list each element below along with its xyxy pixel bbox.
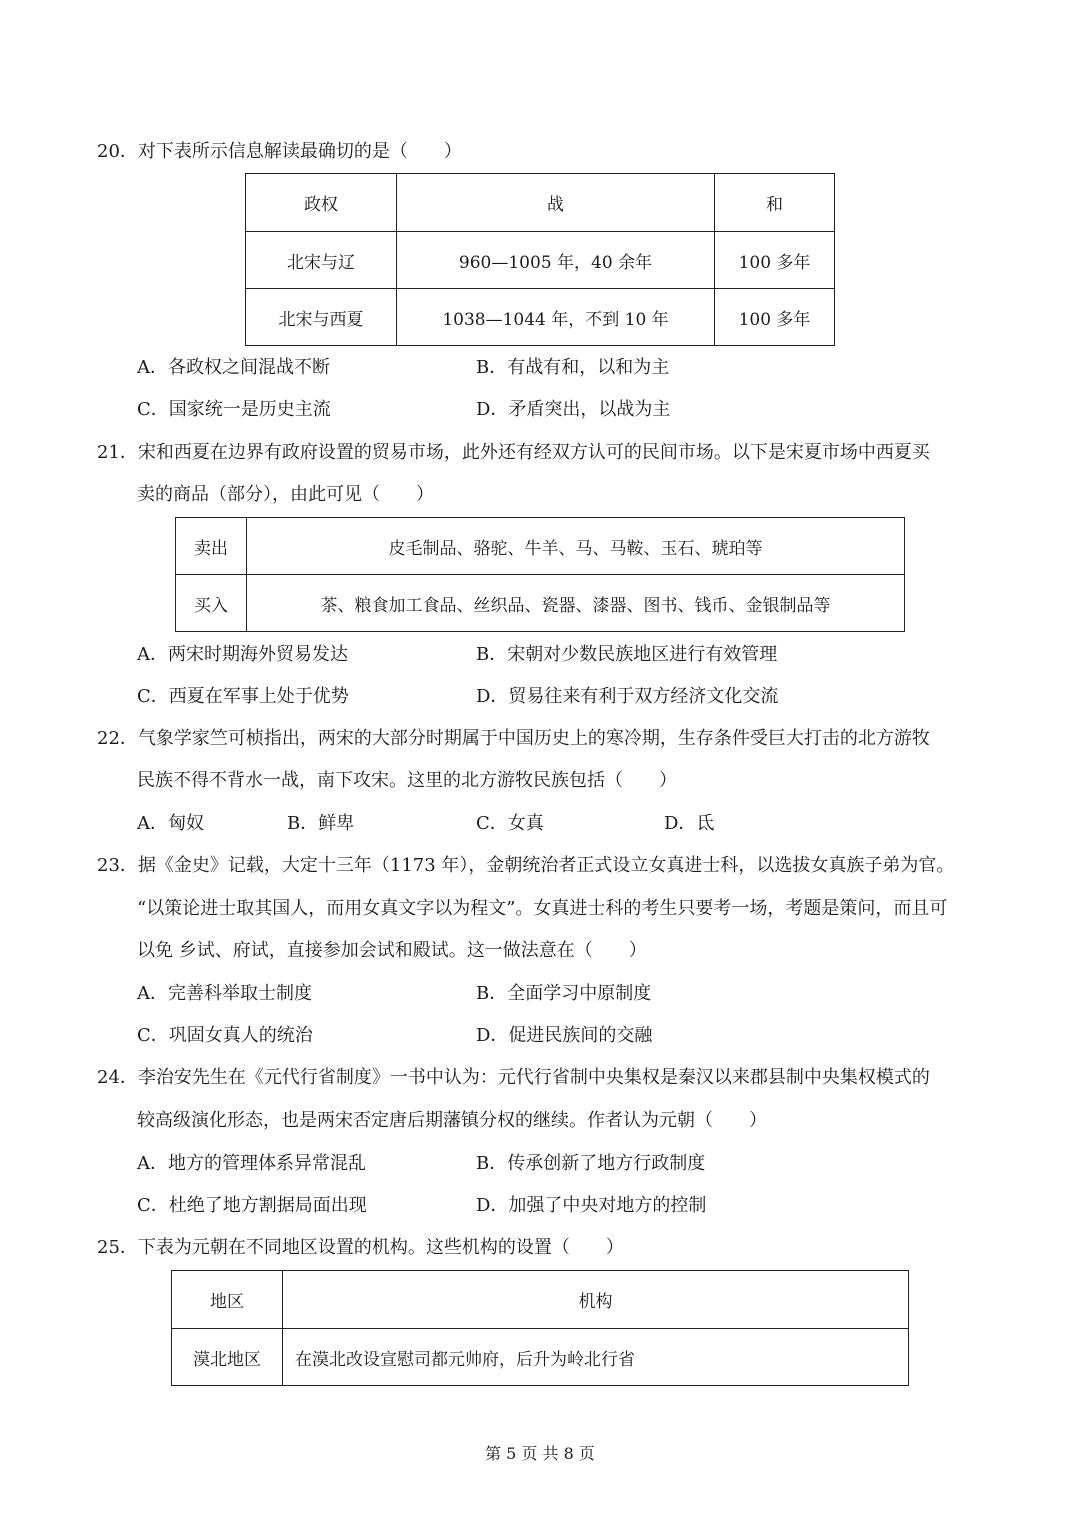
table-cell: 1038—1044 年，不到 10 年 [397,289,715,346]
q21-table [175,517,905,632]
q20-option-a: A．各政权之间混战不断 [137,357,330,378]
table-header: 战 [397,174,715,232]
q23-stem-line1: 23．据《金史》记载，大定十三年（1173 年），金朝统治者正式设立女真进士科，以选拔女真族子弟为官。 [97,855,955,876]
q24-stem-line2: 较高级演化形态，也是两宋否定唐后期藩镇分权的继续。作者认为元朝（ ） [137,1110,767,1131]
table-row [246,289,835,346]
table-header: 地区 [172,1271,283,1329]
q22-option-a: A．匈奴 [137,813,204,834]
table-header: 和 [715,174,835,232]
q20-option-c: C．国家统一是历史主流 [137,399,331,420]
table-cell: 茶、粮食加工食品、丝织品、瓷器、漆器、图书、钱币、金银制品等 [247,575,905,632]
table-row [246,174,835,232]
q23-option-a: A．完善科举取士制度 [137,983,312,1004]
q21-stem-line2: 卖的商品（部分），由此可见（ ） [137,484,434,505]
q21-option-c: C．西夏在军事上处于优势 [137,686,349,707]
table-row [246,232,835,289]
q24-stem-line1: 24．李治安先生在《元代行省制度》一书中认为：元代行省制中央集权是秦汉以来郡县制中央集权模式的 [97,1067,930,1088]
q24-option-b: B．传承创新了地方行政制度 [476,1153,706,1174]
table-cell: 在漠北改设宣慰司都元帅府，后升为岭北行省 [283,1329,909,1386]
q20-table [245,173,835,346]
q22-stem-line1: 22．气象学家竺可桢指出，两宋的大部分时期属于中国历史上的寒冷期，生存条件受巨大打击的北方游牧 [97,728,930,749]
table-cell: 买入 [176,575,247,632]
q25-stem: 25．下表为元朝在不同地区设置的机构。这些机构的设置（ ） [97,1237,624,1258]
q24-option-d: D．加强了中央对地方的控制 [476,1195,707,1216]
q23-stem-line2: “以策论进士取其国人，而用女真文字以为程文”。女真进士科的考生只要考一场，考题是策问，而且可 [137,898,948,919]
table-cell: 100 多年 [715,232,835,289]
q21-option-a: A．两宋时期海外贸易发达 [137,644,348,665]
table-row [176,518,905,575]
table-header: 机构 [283,1271,909,1329]
table-header: 政权 [246,174,397,232]
table-cell: 北宋与西夏 [246,289,397,346]
page-footer: 第 5 页 共 8 页 [485,1444,595,1463]
q22-stem-line2: 民族不得不背水一战，南下攻宋。这里的北方游牧民族包括（ ） [137,770,677,791]
q23-stem-line3: 以免 乡试、府试，直接参加会试和殿试。这一做法意在（ ） [137,940,647,961]
q23-option-d: D．促进民族间的交融 [476,1025,653,1046]
q21-option-b: B．宋朝对少数民族地区进行有效管理 [476,644,778,665]
q23-option-c: C．巩固女真人的统治 [137,1025,313,1046]
table-row [172,1271,909,1329]
table-cell: 100 多年 [715,289,835,346]
table-row [176,575,905,632]
table-cell: 960—1005 年，40 余年 [397,232,715,289]
q22-option-b: B．鲜卑 [287,813,355,834]
table-cell: 北宋与辽 [246,232,397,289]
table-cell: 卖出 [176,518,247,575]
table-cell: 皮毛制品、骆驼、牛羊、马、马鞍、玉石、琥珀等 [247,518,905,575]
q22-option-d: D．氐 [664,813,715,834]
table-cell: 漠北地区 [172,1329,283,1386]
q24-option-c: C．杜绝了地方割据局面出现 [137,1195,367,1216]
q24-option-a: A．地方的管理体系异常混乱 [137,1153,366,1174]
q20-stem: 20．对下表所示信息解读最确切的是（ ） [97,141,462,162]
q23-option-b: B．全面学习中原制度 [476,983,652,1004]
q21-option-d: D．贸易往来有利于双方经济文化交流 [476,686,779,707]
q22-option-c: C．女真 [476,813,544,834]
q20-option-d: D．矛盾突出，以战为主 [476,399,671,420]
q21-stem-line1: 21．宋和西夏在边界有政府设置的贸易市场，此外还有经双方认可的民间市场。以下是宋夏市场中西夏买 [97,442,930,463]
q20-option-b: B．有战有和，以和为主 [476,357,670,378]
table-row [172,1329,909,1386]
q25-table [171,1270,909,1386]
